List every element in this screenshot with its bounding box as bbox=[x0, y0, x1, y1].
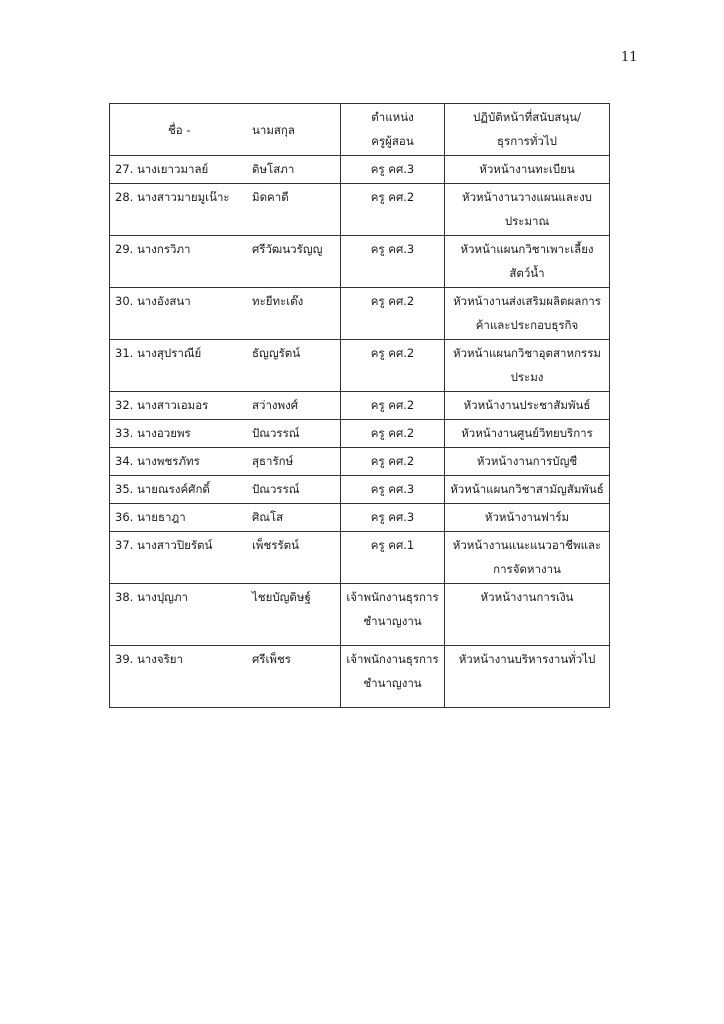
row-last-name: มิดคาดี bbox=[252, 190, 289, 204]
row-first-name: 37. นางสาวปิยรัตน์ bbox=[115, 538, 213, 552]
row-position: เจ้าพนักงานธุรการชำนาญงาน bbox=[341, 646, 445, 708]
header-duty-line2: ธุรการทั่วไป bbox=[497, 134, 557, 148]
table-row bbox=[110, 236, 610, 288]
row-first-name: 29. นางกรวิภา bbox=[115, 242, 191, 256]
header-duty-cell bbox=[445, 104, 610, 156]
table-row bbox=[110, 504, 610, 532]
row-first-name: 33. นางอวยพร bbox=[115, 426, 191, 440]
staff-table bbox=[109, 103, 610, 708]
header-last-name: นามสกุล bbox=[252, 123, 295, 137]
row-last-name: ดิษโสภา bbox=[252, 162, 295, 176]
table-row bbox=[110, 420, 610, 448]
row-first-name: 36. นายธาฎา bbox=[115, 510, 186, 524]
row-first-name: 34. นางพชรภัทร bbox=[115, 454, 200, 468]
row-position: ครู คศ.2 bbox=[341, 448, 445, 476]
row-position: ครู คศ.2 bbox=[341, 392, 445, 420]
row-last-name: ศรีวัฒนวรัญญู bbox=[252, 242, 323, 256]
row-first-name: 39. นางจริยา bbox=[115, 652, 183, 666]
row-position: ครู คศ.2 bbox=[341, 340, 445, 392]
header-duty-line1: ปฏิบัติหน้าที่สนับสนุน/ bbox=[472, 110, 582, 124]
row-last-name: สว่างพงศ์ bbox=[252, 398, 299, 412]
row-last-name: ไชยบัญดิษฐ์ bbox=[252, 590, 311, 604]
row-first-name: 35. นายณรงค์ศักดิ์ bbox=[115, 482, 210, 496]
table-row bbox=[110, 288, 610, 340]
table-row bbox=[110, 392, 610, 420]
table-row bbox=[110, 476, 610, 504]
table-row bbox=[110, 646, 610, 708]
table-row bbox=[110, 584, 610, 646]
page-number: 11 bbox=[621, 50, 638, 65]
header-position-line1: ตำแหน่ง bbox=[371, 110, 414, 124]
table-header-row bbox=[110, 104, 610, 156]
row-duty: หัวหน้างานส่งเสริมผลิตผลการค้าและประกอบธุรกิจ bbox=[445, 288, 610, 340]
table-row bbox=[110, 184, 610, 236]
row-last-name: ศรีเพ็ชร bbox=[252, 652, 291, 666]
row-duty: หัวหน้างานการบัญชี bbox=[445, 448, 610, 476]
row-position: ครู คศ.2 bbox=[341, 288, 445, 340]
row-last-name: เพ็ชรรัตน์ bbox=[252, 538, 299, 552]
header-first-name: ชื่อ - bbox=[168, 123, 191, 137]
row-last-name: สุธารักษ์ bbox=[252, 454, 294, 468]
row-position: ครู คศ.1 bbox=[341, 532, 445, 584]
row-position: ครู คศ.2 bbox=[341, 184, 445, 236]
row-duty: หัวหน้างานวางแผนและงบประมาณ bbox=[445, 184, 610, 236]
row-duty: หัวหน้างานบริหารงานทั่วไป bbox=[445, 646, 610, 708]
row-first-name: 38. นางปุญภา bbox=[115, 590, 189, 604]
row-last-name: ศิณโส bbox=[252, 510, 284, 524]
header-name-cell bbox=[110, 104, 341, 156]
row-first-name: 31. นางสุปราณีย์ bbox=[115, 346, 202, 360]
row-duty: หัวหน้างานประชาสัมพันธ์ bbox=[445, 392, 610, 420]
table-row bbox=[110, 340, 610, 392]
row-position: ครู คศ.3 bbox=[341, 504, 445, 532]
row-duty: หัวหน้าแผนกวิชาสามัญสัมพันธ์ bbox=[445, 476, 610, 504]
table-row bbox=[110, 156, 610, 184]
row-duty: หัวหน้างานฟาร์ม bbox=[445, 504, 610, 532]
header-position-cell bbox=[341, 104, 445, 156]
table-row bbox=[110, 448, 610, 476]
row-first-name: 28. นางสาวมายมูเน๊าะ bbox=[115, 190, 230, 204]
row-first-name: 27. นางเยาวมาลย์ bbox=[115, 162, 209, 176]
row-duty: หัวหน้างานแนะแนวอาชีพและการจัดหางาน bbox=[445, 532, 610, 584]
row-last-name: ธัญญรัตน์ bbox=[252, 346, 301, 360]
row-position: ครู คศ.2 bbox=[341, 420, 445, 448]
row-duty: หัวหน้าแผนกวิชาเพาะเลี้ยงสัตว์น้ำ bbox=[445, 236, 610, 288]
row-last-name: ทะยีทะเต๊ง bbox=[252, 294, 304, 308]
table-row bbox=[110, 532, 610, 584]
row-duty: หัวหน้างานศูนย์วิทยบริการ bbox=[445, 420, 610, 448]
row-last-name: ปัณวรรณ์ bbox=[252, 482, 300, 496]
row-position: ครู คศ.3 bbox=[341, 236, 445, 288]
row-duty: หัวหน้างานทะเบียน bbox=[445, 156, 610, 184]
row-duty: หัวหน้าแผนกวิชาอุตสาหกรรมประมง bbox=[445, 340, 610, 392]
row-position: เจ้าพนักงานธุรการชำนาญงาน bbox=[341, 584, 445, 646]
row-position: ครู คศ.3 bbox=[341, 476, 445, 504]
row-duty: หัวหน้างานการเงิน bbox=[445, 584, 610, 646]
row-first-name: 30. นางอังสนา bbox=[115, 294, 191, 308]
row-position: ครู คศ.3 bbox=[341, 156, 445, 184]
row-last-name: ปัณวรรณ์ bbox=[252, 426, 300, 440]
header-position-line2: ครูผู้สอน bbox=[371, 134, 414, 148]
row-first-name: 32. นางสาวเอมอร bbox=[115, 398, 209, 412]
